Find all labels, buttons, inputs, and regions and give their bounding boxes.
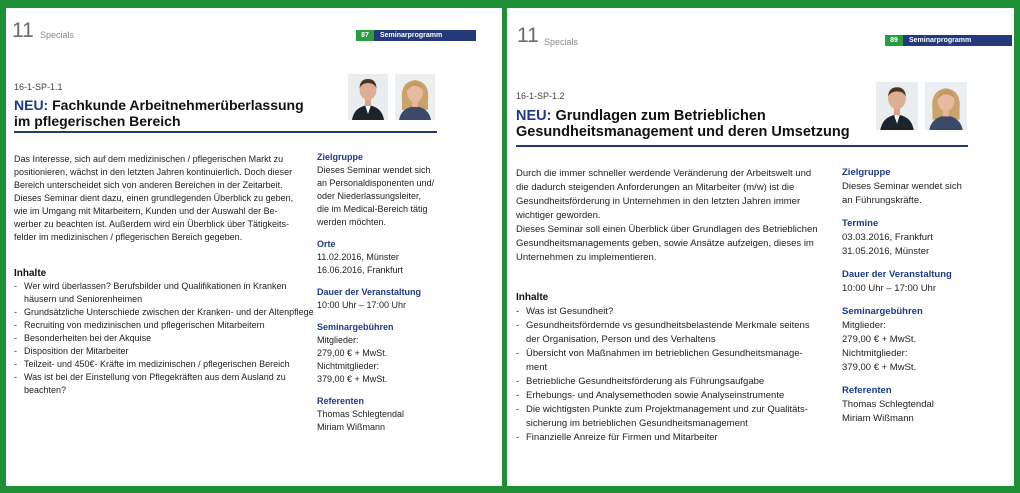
intro-line: Gesundheitsförderung in Unternehmen in den letzten Jahren immer — [516, 196, 801, 207]
inhalte-list — [14, 280, 314, 397]
zielgruppe-heading: Zielgruppe — [842, 167, 891, 178]
tab-number: 87 — [356, 30, 374, 41]
list-item: - Erhebungs- und Analysemethoden sowie Analyseinstrumente — [516, 389, 831, 403]
intro-line: Das Interesse, sich auf dem medizinischen / pflegerischen Markt zu — [14, 154, 284, 164]
inhalte-heading: Inhalte — [516, 292, 549, 303]
info-sidebar — [842, 166, 1012, 426]
speaker-photo-male — [348, 74, 388, 120]
sidebar-line: 279,00 € + MwSt. — [842, 334, 917, 345]
termine-heading: Termine — [842, 218, 879, 229]
sidebar-line: Dieses Seminar wendet sich — [842, 181, 962, 192]
page-number: 11 — [517, 24, 539, 47]
intro-line: Gesundheitsmanagements geben, sowie Ansätze aufzeigen, dieses im — [516, 238, 814, 249]
sidebar-line: Mitglieder: — [842, 320, 886, 331]
inhalte-section — [14, 267, 314, 397]
intro-text — [14, 153, 314, 244]
section-label: Specials — [40, 30, 75, 40]
sidebar-line: an Personaldisponenten und/ — [317, 178, 435, 188]
list-item: - Betriebliche Gesundheitsförderung als Führungsaufgabe — [516, 375, 831, 389]
list-item: - Grundsätzliche Unterschiede zwischen der Kranken- und der Altenpflege — [14, 306, 314, 319]
seminar-code: 16-1-SP-1.2 — [516, 91, 565, 101]
title-prefix: NEU: — [14, 97, 49, 113]
speaker-photo-female — [925, 82, 967, 130]
sidebar-line: 16.06.2016, Frankfurt — [317, 265, 404, 275]
sidebar-line: werden möchten. — [317, 217, 387, 227]
intro-line: wie im Umgang mit Mitarbeitern, Kunden und der Auswahl der Be- — [14, 206, 278, 216]
title-line1: Fachkunde Arbeitnehmerüberlassung — [48, 97, 304, 113]
speaker-photo-male — [876, 82, 918, 130]
list-item: - Disposition der Mitarbeiter — [14, 345, 314, 358]
seminar-tab — [356, 30, 476, 41]
sidebar-line: 379,00 € + MwSt. — [842, 362, 917, 373]
dauer-heading: Dauer der Veranstaltung — [842, 269, 952, 280]
list-item: - Wer wird überlassen? Berufsbilder und Qualifikationen in Kranken häusern und Seniorenheimen — [14, 280, 314, 306]
intro-line: Durch die immer schneller werdende Veränderung der Arbeitswelt und — [516, 168, 812, 179]
intro-line: Unternehmen zu implementieren. — [516, 252, 657, 263]
list-item: - Was ist bei der Einstellung von Pflegekräften aus dem Ausland zu beachten? — [14, 371, 314, 397]
zielgruppe-heading: Zielgruppe — [317, 152, 364, 162]
tab-label: Seminarprogramm — [380, 32, 443, 39]
sidebar-line: Thomas Schlegtendal — [842, 399, 934, 410]
gebuehren-heading: Seminargebühren — [842, 306, 923, 317]
sidebar-line: Nichtmitglieder: — [842, 348, 908, 359]
intro-line: Dieses Seminar dient dazu, einen grundlegenden Überblick zu geben, — [14, 193, 294, 203]
sidebar-line: Miriam Wißmann — [317, 422, 386, 432]
page-number: 11 — [12, 19, 34, 42]
sidebar-line: 03.03.2016, Frankfurt — [842, 232, 933, 243]
sidebar-line: Mitglieder: — [317, 335, 359, 345]
sidebar-line: an Führungskräfte. — [842, 195, 922, 206]
list-item: - Die wichtigsten Punkte zum Projektmanagement und zur Qualitäts- sicherung im betrieblichen Gesundheitsmanagement — [516, 403, 831, 431]
list-item: - Recruiting von medizinischen und pflegerischen Mitarbeitern — [14, 319, 314, 332]
sidebar-line: Dieses Seminar wendet sich — [317, 165, 431, 175]
seminar-title — [14, 97, 344, 129]
list-item: - Teilzeit- und 450€- Kräfte im medizinischen / pflegerischen Bereich — [14, 358, 314, 371]
list-item: - Gesundheitsfördernde vs gesundheitsbelastende Merkmale seitens der Organisation, Person und des Verhaltens — [516, 319, 831, 347]
intro-line: felder im medizinischen / pflegerischen Bereich gegeben. — [14, 232, 243, 242]
referenten-heading: Referenten — [317, 396, 365, 406]
sidebar-line: 31.05.2016, Münster — [842, 246, 930, 257]
sidebar-line: die im Medical-Bereich tätig — [317, 204, 428, 214]
sidebar-line: 11.02.2016, Münster — [317, 252, 399, 262]
referenten-heading: Referenten — [842, 385, 892, 396]
title-line2: Gesundheitsmanagement und deren Umsetzung — [516, 124, 850, 140]
seminar-title — [516, 108, 876, 140]
section-label: Specials — [544, 37, 579, 47]
sidebar-line: Thomas Schlegtendal — [317, 409, 405, 419]
sidebar-line: 10:00 Uhr – 17:00 Uhr — [842, 283, 937, 294]
sidebar-line: 379,00 € + MwSt. — [317, 374, 388, 384]
sidebar-line: 279,00 € + MwSt. — [317, 348, 388, 358]
sidebar-line: Miriam Wißmann — [842, 413, 914, 424]
inhalte-list — [516, 305, 831, 445]
gebuehren-heading: Seminargebühren — [317, 322, 394, 332]
title-rule — [14, 131, 437, 133]
inhalte-section — [516, 291, 831, 445]
intro-line: wichtiger geworden. — [516, 210, 601, 221]
list-item: - Finanzielle Anreize für Firmen und Mitarbeiter — [516, 431, 831, 445]
intro-line: werber zu beachten ist. Außerdem wird ein Überblick über Tätigkeits- — [14, 219, 289, 229]
inhalte-heading: Inhalte — [14, 268, 47, 279]
intro-line: Dieses Seminar soll einen Überblick über Grundlagen des Betrieblichen — [516, 224, 818, 235]
list-item: - Was ist Gesundheit? — [516, 305, 831, 319]
tab-label: Seminarprogramm — [909, 37, 972, 44]
title-line1: Grundlagen zum Betrieblichen — [551, 108, 766, 124]
title-prefix: NEU: — [516, 108, 552, 124]
list-item: - Besonderheiten bei der Akquise — [14, 332, 314, 345]
orte-heading: Orte — [317, 239, 336, 249]
title-rule — [516, 145, 968, 147]
seminar-code: 16-1-SP-1.1 — [14, 82, 63, 92]
sidebar-line: 10:00 Uhr – 17:00 Uhr — [317, 300, 407, 310]
tab-number: 89 — [885, 35, 903, 46]
speaker-photo-female — [395, 74, 435, 120]
sidebar-line: Nichtmitglieder: — [317, 361, 380, 371]
title-line2: im pflegerischen Bereich — [14, 113, 181, 129]
list-item: - Übersicht von Maßnahmen im betrieblichen Gesundheitsmanage- ment — [516, 347, 831, 375]
info-sidebar — [317, 151, 497, 434]
sidebar-line: oder Niederlassungsleiter, — [317, 191, 422, 201]
left-page — [6, 8, 502, 486]
seminar-tab — [885, 35, 1012, 46]
intro-line: die dadurch steigenden Anforderungen an Mitarbeiter (m/w) ist die — [516, 182, 795, 193]
dauer-heading: Dauer der Veranstaltung — [317, 287, 422, 297]
right-page — [507, 8, 1014, 486]
intro-line: positionieren, wächst in den letzten Jahren kontinuierlich. Doch dieser — [14, 167, 293, 177]
intro-line: Bereich unterscheidet sich von anderen Bereichen in der Zeitarbeit. — [14, 180, 283, 190]
intro-text — [516, 167, 831, 265]
